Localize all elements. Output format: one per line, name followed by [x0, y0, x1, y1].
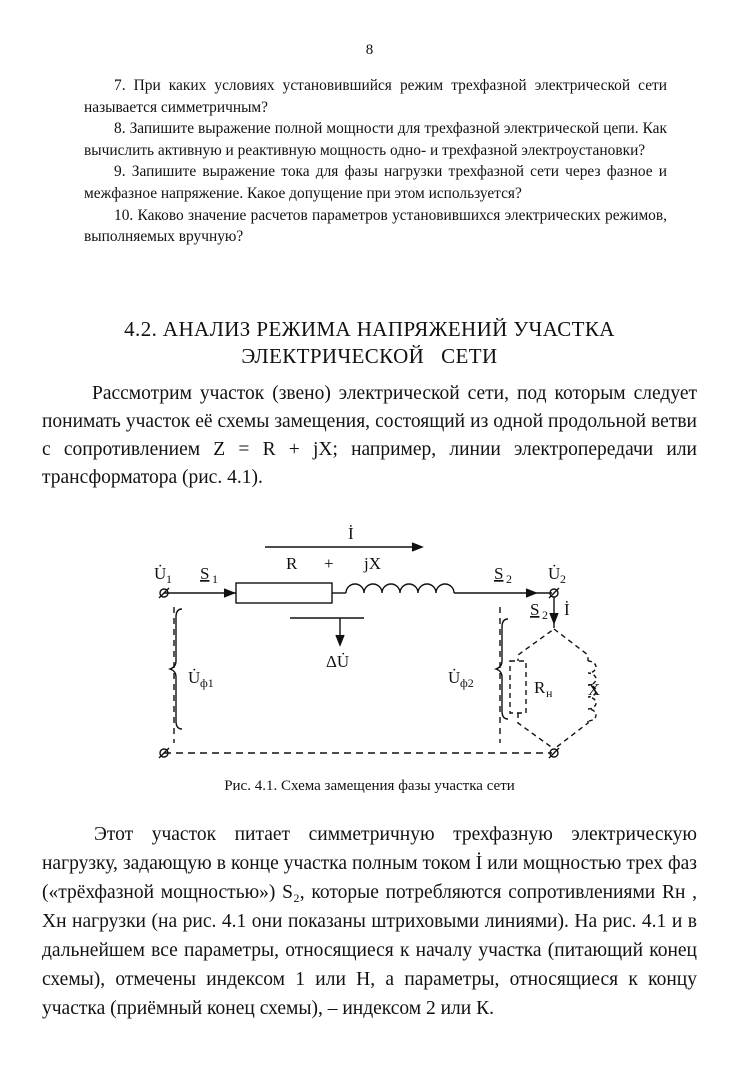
label-s2-sub: 2: [506, 572, 512, 586]
body-paragraph: [42, 820, 697, 1023]
label-u2: U̇: [548, 564, 561, 583]
question-8: 8. Запишите выражение полной мощности для трехфазной электрической цепи. Как вычислить активную и реактивную мощность одно- и трехфазной электроустановки?: [84, 120, 667, 159]
label-uf1-sub: ф1: [200, 676, 214, 690]
review-questions: [84, 75, 667, 248]
current-arrowhead: [412, 543, 422, 551]
label-current: İ: [348, 524, 354, 543]
label-rn: R: [534, 678, 546, 697]
label-plus: +: [324, 554, 334, 573]
label-xn: X: [587, 680, 600, 699]
load-bottom-dashed-right: [554, 721, 588, 749]
load-bottom-dashed: [518, 713, 554, 749]
s2-arrowhead: [526, 589, 536, 597]
delta-u-arrowhead: [336, 635, 344, 645]
brace-left: [170, 609, 182, 729]
section-title-line-1: 4.2. АНАЛИЗ РЕЖИМА НАПРЯЖЕНИЙ УЧАСТКА: [124, 317, 615, 341]
label-jx: jX: [364, 554, 381, 573]
label-u2-sub: 2: [560, 572, 566, 586]
label-s2: S: [494, 564, 504, 583]
label-s1: S: [200, 564, 210, 583]
inductor-x: [346, 584, 454, 593]
label-s2-load-sub: 2: [542, 608, 548, 622]
section-title: [0, 316, 739, 370]
circuit-diagram: [140, 515, 600, 777]
label-uf2: U̇: [448, 668, 461, 687]
label-i-load: İ: [564, 600, 570, 619]
resistor-r: [236, 583, 332, 603]
label-s1-sub: 1: [212, 572, 218, 586]
section-title-line-2: ЭЛЕКТРИЧЕСКОЙ СЕТИ: [241, 344, 498, 368]
brace-right: [496, 619, 508, 719]
label-uf1: U̇: [188, 668, 201, 687]
label-delta-u: ΔU̇: [326, 652, 350, 671]
label-u1: U̇: [154, 564, 167, 583]
load-arrowhead: [550, 613, 558, 623]
s1-arrowhead: [224, 589, 234, 597]
label-uf2-sub: ф2: [460, 676, 474, 690]
load-top-dashed: [518, 623, 554, 661]
question-10: 10. Каково значение расчетов параметров установившихся электрических режимов, выполняемых вручную?: [84, 206, 667, 246]
paragraph-2: Этот участок питает симметричную трехфазную электрическую нагрузку, задающую в конце участка полным током İ или мощностью трех фаз («трёхфазной мощностью») S₂, которые потребляются сопротивлениями Rн , Xн нагрузки (на рис. 4.1 они показаны штриховыми линиями). На рис. 4.1 и в дальнейшем все параметры, относящиеся к началу участка (питающий конец схемы), отмечены индексом 1 или Н, а параметры, относящиеся к концу участка (приёмный конец схемы), – индексом 2 или К.: [42, 824, 697, 1019]
intro-paragraph: [42, 380, 697, 492]
question-9: 9. Запишите выражение тока для фазы нагрузки трехфазной сети через фазное и межфазное напряжение. Какое допущение при этом используется?: [84, 163, 667, 202]
label-u1-sub: 1: [166, 572, 172, 586]
figure-caption: Рис. 4.1. Схема замещения фазы участка сети: [224, 778, 515, 794]
question-7: 7. При каких условиях установившийся режим трехфазной электрической сети называется симметричным?: [84, 77, 667, 116]
label-s2-load: S: [530, 600, 540, 619]
label-rn-sub: н: [546, 686, 553, 700]
page-number: 8: [365, 42, 374, 58]
load-resistor: [510, 661, 526, 713]
load-top-dashed-right: [554, 629, 588, 661]
paragraph-1: Рассмотрим участок (звено) электрической сети, под которым следует понимать участок её схемы замещения, состоящий из одной продольной ветви с сопротивлением Z = R + jX; например, линии электропередачи или трансформатора (рис. 4.1).: [42, 383, 697, 488]
label-r: R: [286, 554, 298, 573]
